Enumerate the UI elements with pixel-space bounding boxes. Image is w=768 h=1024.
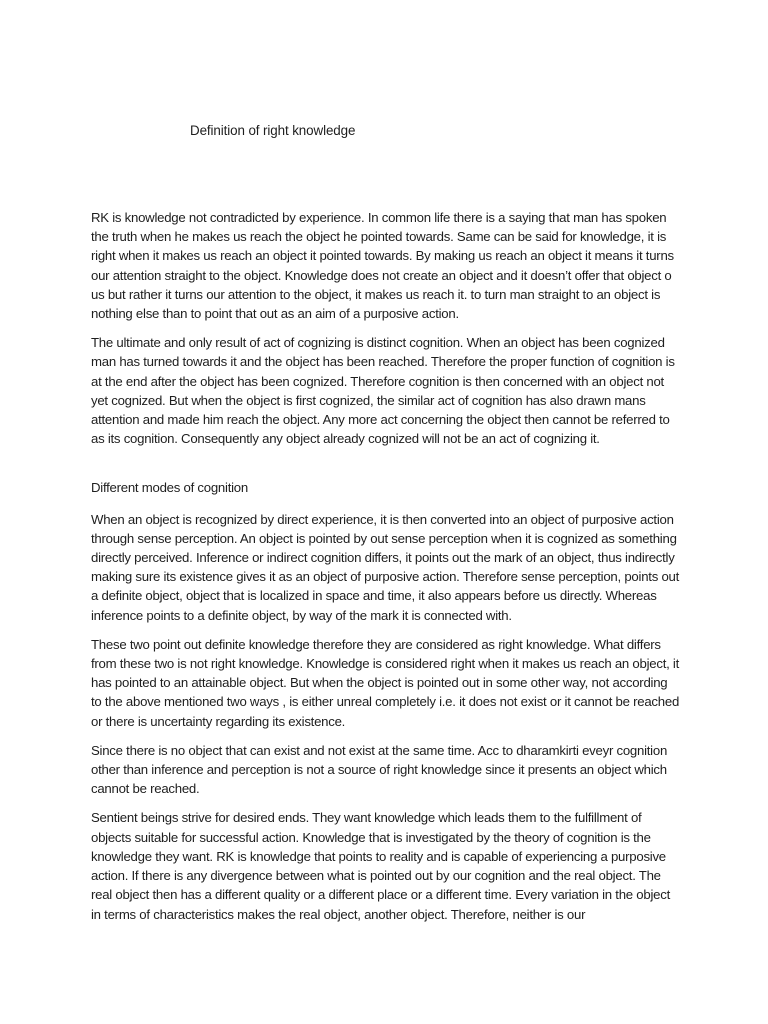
document-body — [91, 208, 681, 934]
section-paragraph-3: Since there is no object that can exist and not exist at the same time. Acc to dharamkirti eveyr cognition other than inference and perception is not a source of right knowledge since it presents an object which cannot be reached. — [91, 742, 668, 797]
section-paragraph-1: When an object is recognized by direct experience, it is then converted into an object of purposive action through sense perception. An object is pointed by out sense perception when it is cognized as something directly perceived. Inference or indirect cognition differs, it points out the mark of an object, thus indirectly making sure its existence gives it as an object of purposive action. Therefore sense perception, points out a definite object, object that is localized in space and time, it also appears before us directly. Whereas inference points to a definite object, by way of the mark it is connected with. — [91, 511, 680, 623]
section-heading: Different modes of cognition — [91, 480, 248, 496]
section-paragraph-2: These two point out definite knowledge therefore they are considered as right knowledge. What differs from these two is not right knowledge. Knowledge is considered right when it makes us reach an object, it has pointed to an attainable object. But when the object is pointed out in some other way, not according to the above mentioned two ways , is either unreal completely i.e. it does not exist or it cannot be reached or there is uncertainty regarding its existence. — [91, 636, 680, 729]
paragraph-2: The ultimate and only result of act of cognizing is distinct cognition. When an object has been cognized man has turned towards it and the object has been reached. Therefore the proper function of cognition is at the end after the object has been cognized. Therefore cognition is then concerned with an object not yet cognized. But when the object is first cognized, the similar act of cognition has also drawn mans attention and made him reach the object. Any more act concerning the object then cannot be referred to as its cognition. Consequently any object already cognized will not be an act of cognizing it. — [91, 335, 675, 447]
paragraph-1: RK is knowledge not contradicted by experience. In common life there is a saying that man has spoken the truth when he makes us reach the object he pointed towards. Same can be said for knowledge, it is right when it makes us reach an object it pointed towards. By making us reach an object it means it turns our attention straight to the object. Knowledge does not create an object and it doesn’t offer that object o us but rather it turns our attention to the object, it makes us reach it. to turn man straight to an object is nothing else than to point that out as an aim of a purposive action. — [91, 210, 674, 322]
document-title: Definition of right knowledge — [190, 123, 356, 138]
section-paragraph-4: Sentient beings strive for desired ends. They want knowledge which leads them to the fulfillment of objects suitable for successful action. Knowledge that is investigated by the theory of cognition is the knowledge they want. RK is knowledge that points to reality and is capable of experiencing a purposive action. If there is any divergence between what is pointed out by our cognition and the real object. The real object then has a different quality or a different place or a different time. Every variation in the object in terms of characteristics makes the real object, another object. Therefore, neither is our — [91, 810, 670, 922]
